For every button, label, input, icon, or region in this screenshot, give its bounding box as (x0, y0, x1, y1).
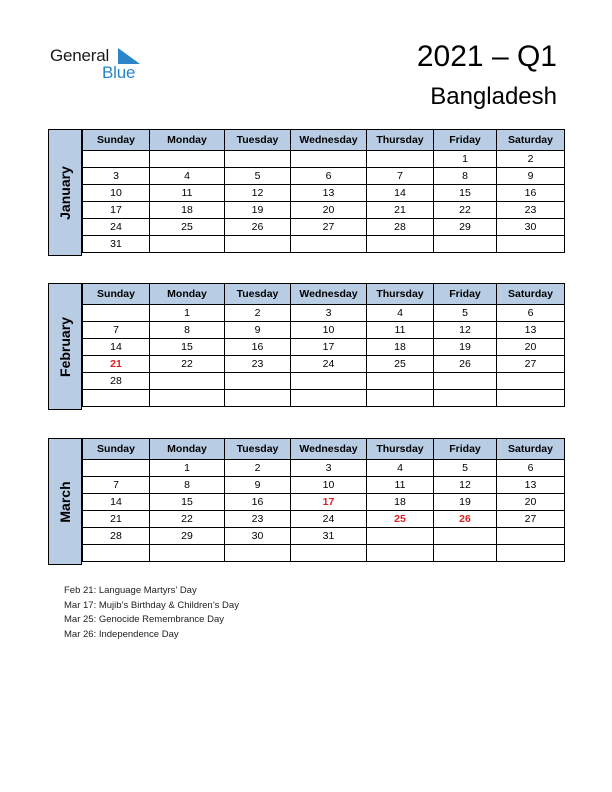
month-label (48, 129, 82, 256)
month-block-february (48, 283, 564, 410)
day-cell: 9 (225, 477, 291, 494)
week-row (83, 373, 565, 390)
calendar-table (82, 129, 565, 253)
week-row (83, 185, 565, 202)
calendar-table (82, 283, 565, 407)
day-cell: 1 (150, 460, 225, 477)
logo-flag-icon (118, 48, 140, 64)
empty-day-cell (367, 390, 434, 407)
empty-day-cell (83, 151, 150, 168)
day-cell: 10 (291, 322, 367, 339)
empty-day-cell (497, 373, 565, 390)
weekday-header: Tuesday (225, 284, 291, 305)
week-row (83, 477, 565, 494)
week-row (83, 460, 565, 477)
weekday-header: Friday (434, 439, 497, 460)
holiday-note: Feb 21: Language Martyrs’ Day (64, 585, 197, 596)
weekday-header: Wednesday (291, 284, 367, 305)
day-cell: 9 (497, 168, 565, 185)
empty-day-cell (83, 460, 150, 477)
logo-text-blue: Blue (102, 63, 136, 82)
day-cell: 12 (225, 185, 291, 202)
empty-day-cell (225, 151, 291, 168)
day-cell: 26 (225, 219, 291, 236)
day-cell: 20 (291, 202, 367, 219)
weekday-header: Friday (434, 284, 497, 305)
day-cell: 8 (150, 322, 225, 339)
weekday-header: Saturday (497, 439, 565, 460)
day-cell: 5 (434, 305, 497, 322)
day-cell: 4 (150, 168, 225, 185)
day-cell: 31 (291, 528, 367, 545)
day-cell: 5 (225, 168, 291, 185)
holiday-notes (64, 584, 239, 642)
weekday-header: Monday (150, 130, 225, 151)
day-cell: 22 (150, 356, 225, 373)
day-cell: 24 (291, 511, 367, 528)
day-cell: 31 (83, 236, 150, 253)
day-cell: 24 (291, 356, 367, 373)
day-cell: 27 (497, 511, 565, 528)
week-row (83, 219, 565, 236)
day-cell: 12 (434, 477, 497, 494)
day-cell: 27 (497, 356, 565, 373)
empty-day-cell (434, 373, 497, 390)
logo-text-general: General (50, 46, 110, 65)
day-cell: 30 (497, 219, 565, 236)
day-cell: 28 (83, 528, 150, 545)
empty-day-cell (434, 528, 497, 545)
empty-day-cell (225, 236, 291, 253)
empty-day-cell (291, 545, 367, 562)
day-cell: 6 (291, 168, 367, 185)
empty-day-cell (291, 390, 367, 407)
day-cell: 11 (150, 185, 225, 202)
empty-day-cell (367, 545, 434, 562)
weekday-header: Saturday (497, 130, 565, 151)
empty-day-cell (497, 390, 565, 407)
holiday-note: Mar 26: Independence Day (64, 628, 179, 640)
empty-day-cell (150, 151, 225, 168)
day-cell: 11 (367, 477, 434, 494)
day-cell: 5 (434, 460, 497, 477)
holiday-day-cell: 25 (367, 511, 434, 528)
day-cell: 13 (497, 477, 565, 494)
day-cell: 22 (150, 511, 225, 528)
week-row (83, 528, 565, 545)
weekday-header-row (83, 284, 565, 305)
empty-day-cell (291, 236, 367, 253)
day-cell: 23 (225, 356, 291, 373)
week-row (83, 494, 565, 511)
day-cell: 12 (434, 322, 497, 339)
weekday-header: Sunday (83, 284, 150, 305)
day-cell: 27 (291, 219, 367, 236)
day-cell: 2 (225, 305, 291, 322)
day-cell: 7 (83, 477, 150, 494)
day-cell: 8 (434, 168, 497, 185)
empty-day-cell (225, 390, 291, 407)
weekday-header: Wednesday (291, 130, 367, 151)
day-cell: 29 (150, 528, 225, 545)
day-cell: 15 (150, 494, 225, 511)
week-row (83, 305, 565, 322)
week-row (83, 236, 565, 253)
weekday-header: Saturday (497, 284, 565, 305)
weekday-header: Wednesday (291, 439, 367, 460)
week-row (83, 356, 565, 373)
day-cell: 25 (367, 356, 434, 373)
day-cell: 16 (225, 494, 291, 511)
day-cell: 10 (83, 185, 150, 202)
day-cell: 7 (83, 322, 150, 339)
week-row (83, 202, 565, 219)
empty-day-cell (225, 545, 291, 562)
empty-day-cell (497, 545, 565, 562)
holiday-day-cell: 21 (83, 356, 150, 373)
weekday-header: Tuesday (225, 439, 291, 460)
day-cell: 18 (367, 339, 434, 356)
day-cell: 28 (83, 373, 150, 390)
day-cell: 13 (291, 185, 367, 202)
day-cell: 20 (497, 494, 565, 511)
month-block-march (48, 438, 564, 565)
empty-day-cell (150, 236, 225, 253)
month-name: January (57, 165, 73, 220)
week-row (83, 545, 565, 562)
day-cell: 18 (367, 494, 434, 511)
weekday-header: Thursday (367, 130, 434, 151)
calendar-table (82, 438, 565, 562)
empty-day-cell (367, 236, 434, 253)
day-cell: 15 (150, 339, 225, 356)
weekday-header-row (83, 130, 565, 151)
empty-day-cell (291, 373, 367, 390)
empty-day-cell (497, 528, 565, 545)
day-cell: 3 (291, 460, 367, 477)
empty-day-cell (83, 390, 150, 407)
month-block-january (48, 129, 564, 256)
day-cell: 26 (434, 356, 497, 373)
day-cell: 23 (225, 511, 291, 528)
brand-logo (50, 44, 160, 84)
day-cell: 14 (83, 494, 150, 511)
empty-day-cell (434, 390, 497, 407)
day-cell: 19 (434, 339, 497, 356)
day-cell: 13 (497, 322, 565, 339)
day-cell: 1 (150, 305, 225, 322)
day-cell: 21 (83, 511, 150, 528)
day-cell: 7 (367, 168, 434, 185)
empty-day-cell (150, 373, 225, 390)
day-cell: 30 (225, 528, 291, 545)
day-cell: 19 (434, 494, 497, 511)
weekday-header-row (83, 439, 565, 460)
day-cell: 28 (367, 219, 434, 236)
day-cell: 10 (291, 477, 367, 494)
day-cell: 4 (367, 305, 434, 322)
holiday-day-cell: 26 (434, 511, 497, 528)
empty-day-cell (225, 373, 291, 390)
empty-day-cell (291, 151, 367, 168)
month-name: February (57, 316, 73, 377)
empty-day-cell (497, 236, 565, 253)
week-row (83, 168, 565, 185)
day-cell: 15 (434, 185, 497, 202)
day-cell: 14 (83, 339, 150, 356)
day-cell: 29 (434, 219, 497, 236)
day-cell: 20 (497, 339, 565, 356)
day-cell: 9 (225, 322, 291, 339)
day-cell: 6 (497, 305, 565, 322)
empty-day-cell (150, 390, 225, 407)
week-row (83, 339, 565, 356)
day-cell: 1 (434, 151, 497, 168)
country-name: Bangladesh (430, 83, 557, 110)
empty-day-cell (434, 236, 497, 253)
month-name: March (57, 480, 73, 523)
month-label (48, 438, 82, 565)
day-cell: 18 (150, 202, 225, 219)
holiday-note: Mar 17: Mujib’s Birthday & Children’s Day (64, 599, 239, 611)
empty-day-cell (83, 545, 150, 562)
weekday-header: Tuesday (225, 130, 291, 151)
day-cell: 8 (150, 477, 225, 494)
day-cell: 11 (367, 322, 434, 339)
day-cell: 2 (225, 460, 291, 477)
empty-day-cell (150, 545, 225, 562)
day-cell: 16 (497, 185, 565, 202)
holiday-day-cell: 17 (291, 494, 367, 511)
week-row (83, 511, 565, 528)
day-cell: 3 (83, 168, 150, 185)
day-cell: 17 (83, 202, 150, 219)
day-cell: 2 (497, 151, 565, 168)
empty-day-cell (367, 151, 434, 168)
page-title: 2021 – Q1 (416, 40, 557, 73)
weekday-header: Friday (434, 130, 497, 151)
weekday-header: Sunday (83, 130, 150, 151)
day-cell: 3 (291, 305, 367, 322)
weekday-header: Thursday (367, 284, 434, 305)
weekday-header: Thursday (367, 439, 434, 460)
holiday-note: Mar 25: Genocide Remembrance Day (64, 614, 224, 625)
empty-day-cell (83, 305, 150, 322)
day-cell: 23 (497, 202, 565, 219)
day-cell: 4 (367, 460, 434, 477)
empty-day-cell (434, 545, 497, 562)
day-cell: 22 (434, 202, 497, 219)
empty-day-cell (367, 528, 434, 545)
weekday-header: Monday (150, 439, 225, 460)
day-cell: 19 (225, 202, 291, 219)
day-cell: 17 (291, 339, 367, 356)
week-row (83, 390, 565, 407)
weekday-header: Sunday (83, 439, 150, 460)
day-cell: 6 (497, 460, 565, 477)
weekday-header: Monday (150, 284, 225, 305)
month-label (48, 283, 82, 410)
day-cell: 16 (225, 339, 291, 356)
day-cell: 21 (367, 202, 434, 219)
day-cell: 24 (83, 219, 150, 236)
week-row (83, 151, 565, 168)
week-row (83, 322, 565, 339)
empty-day-cell (367, 373, 434, 390)
day-cell: 14 (367, 185, 434, 202)
day-cell: 25 (150, 219, 225, 236)
